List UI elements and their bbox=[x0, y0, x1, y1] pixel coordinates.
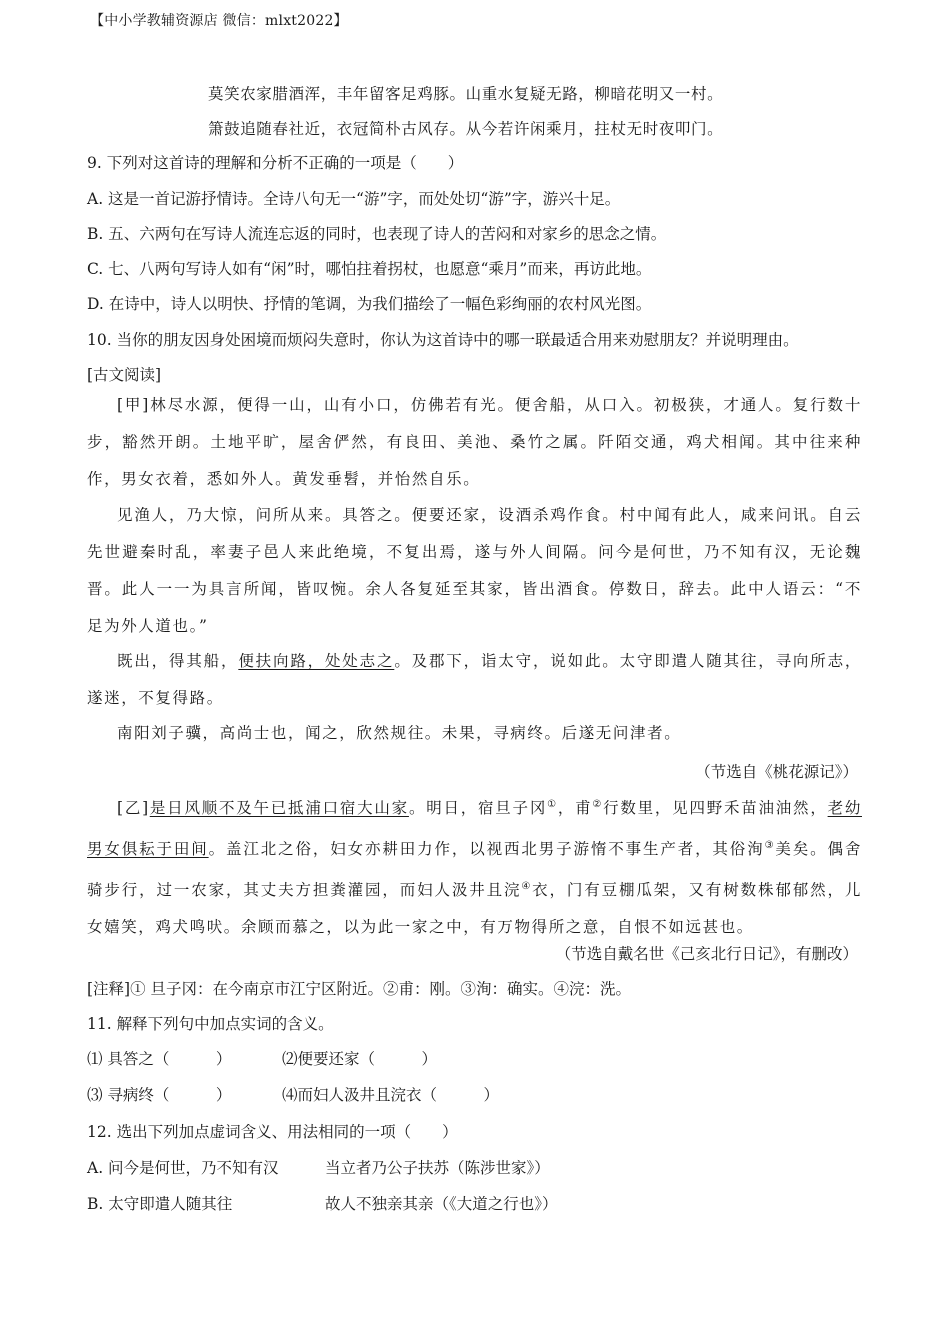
yi-text-5: 美矣。偶舍骑步行，过一农家，其丈夫方担粪灌园，而妇人汲井且浣 bbox=[87, 840, 862, 900]
passage-yi-source: （节选自戴名世《己亥北行日记》，有删改） bbox=[555, 945, 858, 963]
note-marker-3: ③ bbox=[764, 840, 776, 852]
yi-text-2: ，甫 bbox=[557, 799, 593, 818]
question-9-option-c: C. 七、八两句写诗人如有“闲”时，哪怕拄着拐杖，也愿意“乘月”而来，再访此地。 bbox=[87, 260, 652, 278]
passage-yi-paragraph bbox=[87, 786, 862, 946]
question-12-option-b-left: B. 太守即遣人随其往 bbox=[87, 1195, 233, 1213]
page-header: 【中小学教辅资源店 微信：mlxt2022】 bbox=[90, 13, 348, 29]
underlined-sentence-1: 便扶向路，处处志之 bbox=[238, 652, 395, 670]
question-12-stem: 12. 选出下列加点虚词含义、用法相同的一项（ ） bbox=[87, 1123, 458, 1141]
question-11-item-3: ⑶ 寻病终（ ） bbox=[87, 1086, 232, 1104]
question-11-item-1: ⑴ 具答之（ ） bbox=[87, 1050, 232, 1068]
passage-yi-label: [乙] bbox=[117, 799, 150, 818]
question-9-option-b: B. 五、六两句在写诗人流连忘返的同时，也表现了诗人的苦闷和对家乡的思念之情。 bbox=[87, 225, 667, 243]
question-11-item-4: ⑷而妇人汲井且浣衣（ ） bbox=[282, 1086, 500, 1104]
section-title: [古文阅读] bbox=[87, 366, 162, 384]
poem-line-2: 箫鼓追随春社近，衣冠简朴古风存。从今若许闲乘月，拄杖无时夜叩门。 bbox=[208, 120, 724, 138]
passage-jia-paragraph-3 bbox=[87, 643, 862, 717]
annotations: [注释]① 旦子冈：在今南京市江宁区附近。②甫：刚。③洵：确实。④浣：洗。 bbox=[87, 980, 632, 998]
question-9-stem: 9. 下列对这首诗的理解和分析不正确的一项是（ ） bbox=[87, 154, 464, 172]
passage-jia-paragraph-1: [甲]林尽水源，便得一山，山有小口，仿佛若有光。便舍船，从口入。初极狭，才通人。复行数十步，豁然开朗。土地平旷，屋舍俨然，有良田、美池、桑竹之属。阡陌交通，鸡犬相闻。其中往来种作，男女衣着，悉如外人。黄发垂髫，并怡然自乐。 bbox=[87, 396, 862, 488]
poem-line-1: 莫笑农家腊酒浑，丰年留客足鸡豚。山重水复疑无路，柳暗花明又一村。 bbox=[208, 85, 724, 103]
p3-text-a: 既出，得其船， bbox=[117, 652, 239, 670]
question-9-option-d: D. 在诗中，诗人以明快、抒情的笔调，为我们描绘了一幅色彩绚丽的农村风光图。 bbox=[87, 295, 652, 313]
p3-text-b: 。及郡下，诣太守，说如此。太守即遣人随其往，寻向所志，遂迷，不复得路。 bbox=[87, 652, 863, 707]
yi-text-4: 。盖江北之俗，妇女亦耕田力作，以视西北男子游惰不事生产者，其俗洵 bbox=[208, 840, 765, 859]
question-12-option-a-right: 当立者乃公子扶苏（陈涉世家》） bbox=[325, 1159, 550, 1177]
question-11-item-2: ⑵便要还家（ ） bbox=[282, 1050, 438, 1068]
note-marker-2: ② bbox=[592, 799, 604, 810]
passage-jia-paragraph-4: 南阳刘子骥，高尚士也，闻之，欣然规往。未果，寻病终。后遂无问津者。 bbox=[117, 724, 682, 742]
question-10: 10. 当你的朋友因身处困境而烦闷失意时，你认为这首诗中的哪一联最适合用来劝慰朋友？并说明理由。 bbox=[87, 331, 799, 349]
passage-jia-source: （节选自《桃花源记》） bbox=[695, 763, 858, 781]
underlined-sentence-3: 老幼男女俱耘于田间 bbox=[87, 799, 862, 859]
question-11-stem: 11. 解释下列句中加点实词的含义。 bbox=[87, 1015, 334, 1033]
note-marker-4: ④ bbox=[521, 881, 533, 893]
underlined-sentence-2: 是日风顺不及午已抵浦口宿大山家 bbox=[149, 799, 409, 818]
yi-text-1: 。明日，宿旦子冈 bbox=[408, 799, 548, 818]
passage-jia-paragraph-2: 见渔人，乃大惊，问所从来。具答之。便要还家，设酒杀鸡作食。村中闻有此人，咸来问讯。自云先世避秦时乱，率妻子邑人来此绝境，不复出焉，遂与外人间隔。问今是何世，乃不知有汉，无论魏晋。此人一一为具言所闻，皆叹惋。余人各复延至其家，皆出酒食。停数日，辞去。此中人语云：“不足为外人道也。” bbox=[87, 506, 862, 635]
question-9-option-a: A. 这是一首记游抒情诗。全诗八句无一“游”字，而处处切“游”字，游兴十足。 bbox=[87, 190, 621, 208]
yi-text-3: 行数里，见四野禾苗油油然， bbox=[603, 799, 828, 818]
question-12-option-b-right: 故人不独亲其亲（《大道之行也》） bbox=[325, 1195, 558, 1213]
yi-text-6: 衣，门有豆棚瓜架，又有树数株郁郁然，儿女嬉笑，鸡犬鸣吠。余顾而慕之，以为此一家之中，有万物得所之意，自恨不如远甚也。 bbox=[87, 881, 862, 937]
question-12-option-a-left: A. 问今是何世，乃不知有汉 bbox=[87, 1159, 279, 1177]
note-marker-1: ① bbox=[547, 799, 558, 810]
